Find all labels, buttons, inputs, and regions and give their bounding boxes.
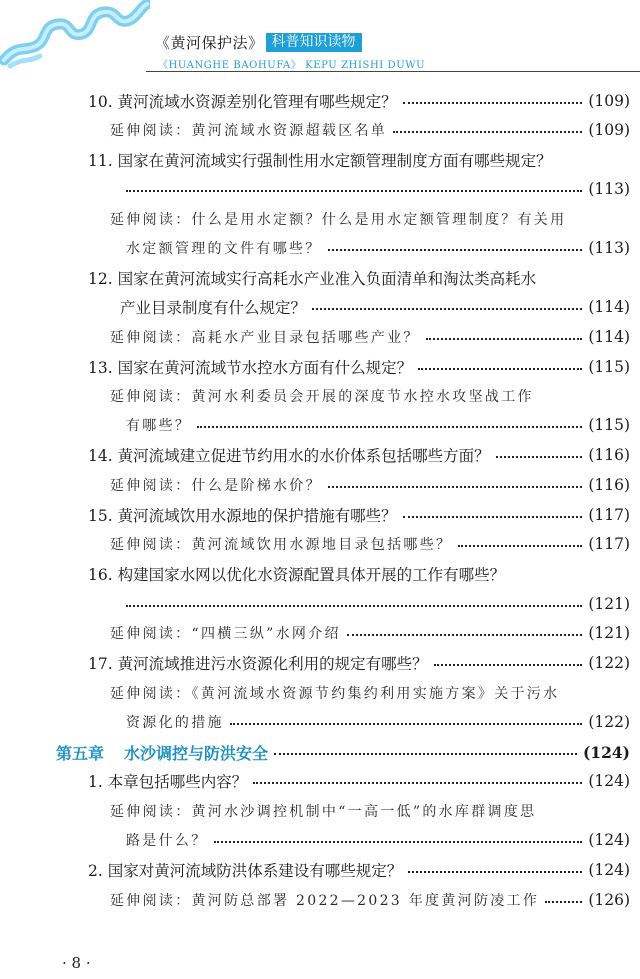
toc-page-number: (124): [588, 861, 630, 879]
yellow-river-logo-icon: [0, 0, 150, 70]
toc-extension-title: 延伸阅读：“四横三纵”水网介绍: [110, 626, 341, 642]
toc-entry-title: 2. 国家对黄河流域防洪体系建设有哪些规定？: [88, 862, 403, 880]
leader-dots: [126, 190, 582, 192]
pinyin-subtitle: 《HUANGHE BAOHUFA》 KEPU ZHISHI DUWU: [158, 60, 426, 71]
toc-entry-q11-page: [120, 176, 630, 202]
leader-dots: [328, 249, 583, 251]
toc-chapter-5: [56, 739, 630, 765]
leader-dots: [426, 338, 583, 340]
leader-dots: [434, 664, 583, 666]
toc-extension-title-cont: 有哪些？: [126, 418, 192, 434]
toc-extension-title: 延伸阅读：黄河水沙调控机制中“一高一低”的水库群调度思: [110, 804, 537, 820]
toc-page-number: (121): [588, 595, 630, 613]
toc-page-number: (122): [588, 654, 630, 672]
toc-page-number: (114): [588, 298, 630, 316]
toc-page-number: (124): [588, 772, 630, 790]
toc-extension-c1-cont: [126, 827, 630, 853]
toc-entry-title: 11. 国家在黄河流域实行强制性用水定额管理制度方面有哪些规定？: [88, 152, 552, 170]
toc-page-number: (115): [588, 416, 630, 434]
toc-extension-q12: [110, 324, 630, 350]
toc-extension-title: 延伸阅读：黄河流域水资源超载区名单: [110, 123, 388, 139]
toc-extension-title: 延伸阅读：什么是阶梯水价？: [110, 478, 322, 494]
toc-entry-c1: [88, 768, 630, 794]
chapter-number: 第五章: [56, 743, 105, 763]
toc-extension-q14: [110, 472, 630, 498]
leader-dots: [418, 368, 582, 370]
toc-extension-q17-cont: [126, 709, 630, 735]
toc-entry-title: 15. 黄河流域饮用水源地的保护措施有哪些？: [88, 507, 397, 525]
leader-dots: [126, 605, 582, 607]
toc-entry-title-cont: 产业目录制度有什么规定？: [120, 299, 307, 317]
toc-entry-q12-cont: [120, 294, 630, 320]
toc-extension-title: 延伸阅读：黄河水利委员会开展的深度节水控水攻坚战工作: [110, 389, 534, 405]
toc-entry-q17: [88, 650, 630, 676]
toc-extension-title: 延伸阅读：高耗水产业目录包括哪些产业？: [110, 330, 420, 346]
toc-extension-c1: [110, 798, 630, 824]
toc-extension-q13-cont: [126, 412, 630, 438]
page-header: [0, 0, 640, 80]
leader-dots: [312, 308, 582, 310]
leader-dots: [347, 634, 582, 636]
toc-page-number: (116): [588, 446, 630, 464]
chapter-title: 水沙调控与防洪安全: [124, 743, 269, 763]
book-title: 《黄河保护法》: [155, 34, 264, 52]
leader-dots: [545, 901, 582, 903]
toc-entry-title: 13. 国家在黄河流域节水控水方面有什么规定？: [88, 359, 413, 377]
header-rule: [146, 71, 640, 72]
toc-extension-q10: [110, 117, 630, 143]
toc-extension-q15: [110, 531, 630, 557]
toc-page-number: (124): [582, 742, 630, 762]
toc-extension-title: 延伸阅读：黄河防总部署 2022—2023 年度黄河防凌工作: [110, 893, 540, 909]
toc-entry-q11: [88, 147, 630, 173]
toc-page-number: (124): [588, 831, 630, 849]
toc-entry-q14: [88, 442, 630, 468]
toc-page-number: (116): [588, 476, 630, 494]
series-badge: 科普知识读物: [266, 33, 362, 52]
leader-dots: [496, 456, 583, 458]
leader-dots: [214, 841, 583, 843]
toc-page-number: (117): [588, 506, 630, 524]
toc-page-number: (117): [588, 535, 630, 553]
toc-entry-c2: [88, 857, 630, 883]
leader-dots: [393, 131, 582, 133]
toc-page-number: (121): [588, 624, 630, 642]
toc-entry-q15: [88, 502, 630, 528]
leader-dots: [403, 516, 583, 518]
toc-page-number: (126): [588, 891, 630, 909]
toc-entry-q16: [88, 561, 630, 587]
toc-entry-title: 14. 黄河流域建立促进节约用水的水价体系包括哪些方面？: [88, 447, 490, 465]
toc-entry-title: 17. 黄河流域推进污水资源化利用的规定有哪些？: [88, 655, 428, 673]
toc-page-number: (115): [588, 358, 630, 376]
toc-page-number: (113): [588, 239, 630, 257]
toc-extension-q13: [110, 383, 630, 409]
toc-extension-q17: [110, 680, 630, 706]
toc-extension-q11-cont: [126, 235, 630, 261]
leader-dots: [253, 782, 582, 784]
toc-entry-q13: [88, 354, 630, 380]
toc-page-number: (109): [588, 121, 630, 139]
toc-extension-title: 延伸阅读：什么是用水定额？什么是用水定额管理制度？有关用: [110, 212, 567, 228]
leader-dots: [230, 723, 583, 725]
toc-page-number: (113): [588, 180, 630, 198]
toc-extension-title: 延伸阅读：黄河流域饮用水源地目录包括哪些？: [110, 537, 453, 553]
toc-extension-c2: [110, 887, 630, 913]
toc-entry-q16-page: [120, 591, 630, 617]
toc-entry-title: 12. 国家在黄河流域实行高耗水产业准入负面清单和淘汰类高耗水: [88, 270, 537, 288]
toc-page-number: (122): [588, 713, 630, 731]
leader-dots: [403, 102, 583, 104]
toc-entry-q10: [88, 88, 630, 114]
toc-extension-title: 延伸阅读：《黄河流域水资源节约集约利用实施方案》关于污水: [110, 686, 560, 702]
toc-entry-title: 10. 黄河流域水资源差别化管理有哪些规定？: [88, 93, 397, 111]
toc-entry-q12: [88, 265, 630, 291]
leader-dots: [197, 426, 582, 428]
leader-dots: [458, 545, 582, 547]
toc-page-number: (109): [588, 92, 630, 110]
toc-extension-title-cont: 水定额管理的文件有哪些？: [126, 241, 322, 257]
toc-entry-title: 16. 构建国家水网以优化水资源配置具体开展的工作有哪些？: [88, 566, 506, 584]
leader-dots: [328, 486, 582, 488]
toc-extension-title-cont: 资源化的措施: [126, 715, 224, 731]
page-number: · 8 ·: [62, 954, 91, 972]
toc-entry-title: 1. 本章包括哪些内容？: [88, 773, 248, 791]
toc-page-number: (114): [588, 328, 630, 346]
toc-extension-title-cont: 路是什么？: [126, 833, 208, 849]
leader-dots: [408, 871, 582, 873]
toc-extension-q11: [110, 206, 630, 232]
leader-dots: [274, 753, 577, 755]
toc-extension-q16: [110, 620, 630, 646]
